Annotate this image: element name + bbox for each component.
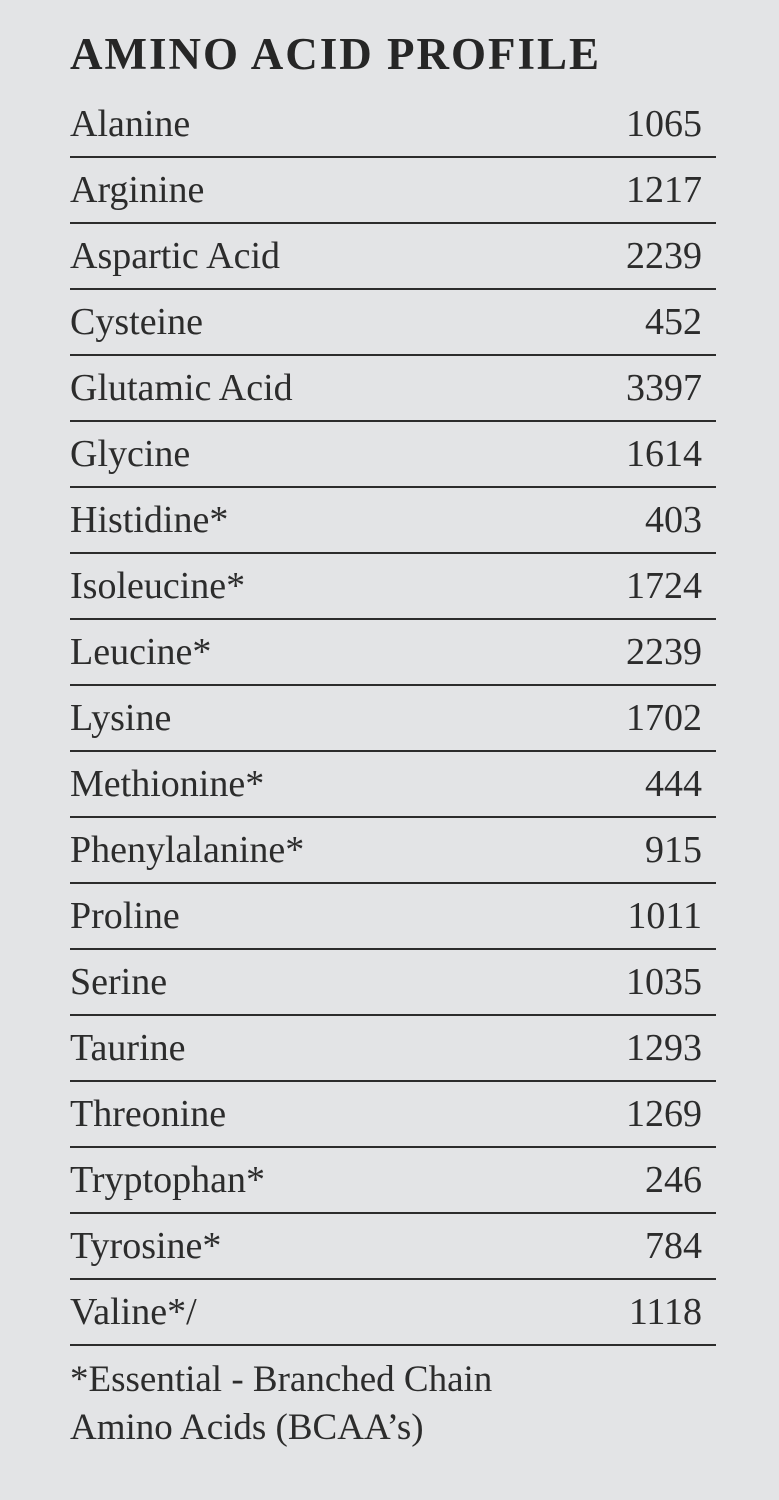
amino-acid-name: Methionine* <box>70 763 265 805</box>
amino-acid-name: Histidine* <box>70 499 229 541</box>
table-row <box>70 1148 716 1214</box>
amino-acid-amount: 1293 <box>626 1027 702 1069</box>
amino-acid-name: Cysteine <box>70 301 203 343</box>
amino-acid-amount: 2239 <box>626 235 702 277</box>
table-row <box>70 224 716 290</box>
table-row <box>70 1016 716 1082</box>
amino-acid-amount: 784 <box>645 1225 702 1267</box>
table-row <box>70 1280 716 1346</box>
amino-acid-amount: 1724 <box>626 565 702 607</box>
table-row <box>70 950 716 1016</box>
table-row <box>70 752 716 818</box>
footnote-line-2: Amino Acids (BCAA’s) <box>70 1407 424 1448</box>
table-row <box>70 356 716 422</box>
amino-acid-amount: 1702 <box>626 697 702 739</box>
table-row <box>70 884 716 950</box>
table-row <box>70 1214 716 1280</box>
amino-acid-amount: 1011 <box>627 895 702 937</box>
amino-acid-amount: 403 <box>645 499 702 541</box>
amino-acid-name: Proline <box>70 895 180 937</box>
amino-acid-amount: 2239 <box>626 631 702 673</box>
table-row <box>70 158 716 224</box>
amino-acid-amount: 1614 <box>626 433 702 475</box>
amino-acid-amount: 246 <box>645 1159 702 1201</box>
table-row <box>70 554 716 620</box>
amino-acid-name: Valine*/ <box>70 1291 197 1333</box>
table-row <box>70 686 716 752</box>
amino-acid-name: Aspartic Acid <box>70 235 281 277</box>
amino-acid-name: Threonine <box>70 1093 227 1135</box>
table-row <box>70 1082 716 1148</box>
amino-acid-name: Phenylalanine* <box>70 829 305 871</box>
amino-acid-amount: 444 <box>645 763 702 805</box>
table-row <box>70 818 716 884</box>
amino-acid-amount: 1065 <box>626 103 702 145</box>
bcaa-footnote <box>70 1346 670 1452</box>
table-row <box>70 290 716 356</box>
table-row <box>70 620 716 686</box>
amino-acid-table <box>70 92 716 1346</box>
amino-acid-name: Serine <box>70 961 168 1003</box>
amino-acid-name: Taurine <box>70 1027 186 1069</box>
footnote-line-1: *Essential - Branched Chain <box>70 1359 493 1400</box>
amino-acid-name: Glutamic Acid <box>70 367 293 409</box>
amino-acid-amount: 3397 <box>626 367 702 409</box>
amino-acid-name: Tryptophan* <box>70 1159 265 1201</box>
amino-acid-amount: 915 <box>645 829 702 871</box>
amino-acid-name: Alanine <box>70 103 191 145</box>
amino-acid-name: Isoleucine* <box>70 565 246 607</box>
amino-acid-name: Lysine <box>70 697 172 739</box>
amino-acid-amount: 1217 <box>626 169 702 211</box>
amino-acid-amount: 452 <box>645 301 702 343</box>
page-title: AMINO ACID PROFILE <box>70 29 602 79</box>
amino-acid-amount: 1269 <box>626 1093 702 1135</box>
amino-acid-amount: 1035 <box>626 961 702 1003</box>
table-row <box>70 92 716 158</box>
amino-acid-amount: 1118 <box>628 1291 702 1333</box>
amino-acid-name: Glycine <box>70 433 191 475</box>
amino-acid-name: Leucine* <box>70 631 212 673</box>
amino-acid-name: Tyrosine* <box>70 1225 222 1267</box>
table-row <box>70 488 716 554</box>
table-row <box>70 422 716 488</box>
amino-acid-name: Arginine <box>70 169 205 211</box>
